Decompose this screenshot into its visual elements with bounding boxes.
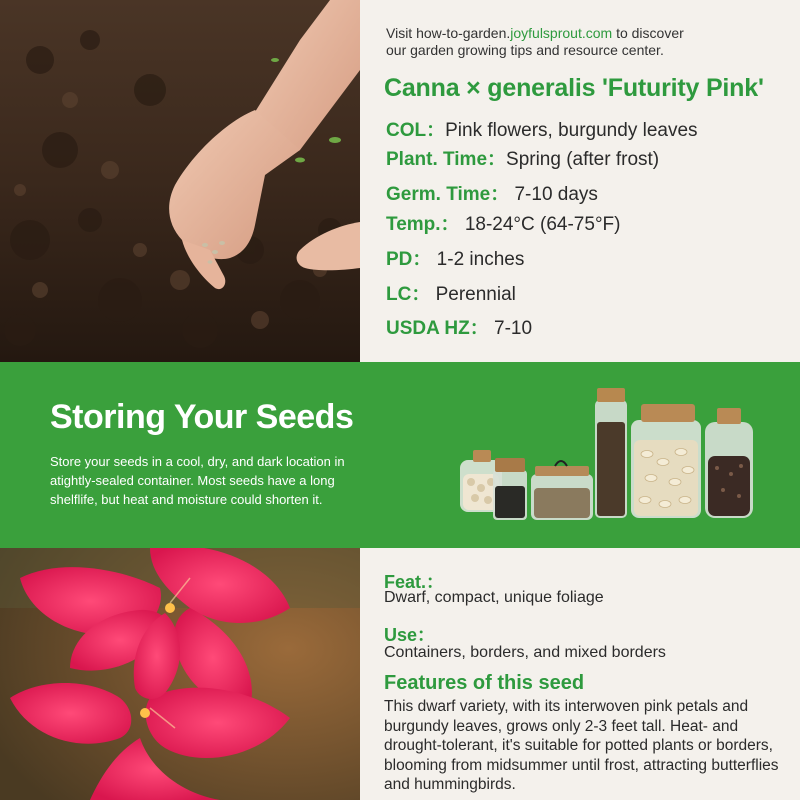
- feat-value: Dwarf, compact, unique foliage: [384, 589, 604, 606]
- spec-label: USDA HZ：: [386, 318, 489, 339]
- features-panel: [360, 548, 800, 800]
- seed-jars-image: [455, 382, 765, 532]
- spec-value: 7-10: [488, 318, 533, 339]
- spec-label: PD：: [386, 249, 432, 270]
- use-label: Use：: [384, 625, 436, 645]
- spec-value: Pink flowers, burgundy leaves: [445, 120, 698, 141]
- feat-label: Feat.：: [384, 572, 445, 592]
- spec-planting-depth: [386, 248, 524, 272]
- storing-seeds-band: [0, 362, 800, 548]
- spec-label: LC：: [386, 284, 431, 305]
- spec-label: Temp.：: [386, 214, 460, 235]
- visit-suffix: to discover: [612, 25, 684, 41]
- storing-seeds-title: Storing Your Seeds: [50, 398, 354, 436]
- canna-flower-photo: [0, 548, 360, 800]
- spec-planting-time: [386, 148, 659, 172]
- spec-label: COL：: [386, 120, 446, 141]
- spec-life-cycle: [386, 283, 516, 307]
- spec-germination-time: [386, 183, 598, 207]
- spec-value: Perennial: [430, 284, 516, 305]
- plant-info-panel: [360, 0, 800, 362]
- visit-prefix: Visit how-to-garden.: [386, 25, 511, 41]
- spec-label: Germ. Time：: [386, 184, 510, 205]
- website-link[interactable]: joyfulsprout.com: [510, 25, 613, 41]
- visit-line-2: our garden growing tips and resource center.: [386, 42, 664, 58]
- top-section: [0, 0, 800, 362]
- spec-color: [386, 119, 698, 143]
- spec-value: 18-24°C (64-75°F): [459, 214, 621, 235]
- visit-notice: [386, 25, 786, 59]
- seed-features-heading: Features of this seed: [384, 672, 585, 694]
- planting-seeds-photo: [0, 0, 360, 362]
- spec-label: Plant. Time：: [386, 149, 507, 170]
- spec-hardiness-zone: [386, 317, 532, 341]
- plant-title: Canna × generalis 'Futurity Pink': [384, 74, 764, 102]
- spec-value: 1-2 inches: [431, 249, 525, 270]
- spec-value: Spring (after frost): [506, 149, 660, 170]
- storing-seeds-text: Store your seeds in a cool, dry, and dark location in atightly-sealed container. Most seeds have a long shelflife, but heat and moisture could shorten it.: [50, 454, 345, 507]
- seed-features-text: This dwarf variety, with its interwoven pink petals and burgundy leaves, grows only 2-3 feet tall. Heat- and drought-tolerant, it's suitable for potted plants or borders, blooming from midsummer until frost, attracting butterflies and hummingbirds.: [384, 698, 779, 793]
- bottom-section: [0, 548, 800, 800]
- spec-temperature: [386, 213, 620, 237]
- spec-value: 7-10 days: [509, 184, 598, 205]
- use-value: Containers, borders, and mixed borders: [384, 644, 666, 661]
